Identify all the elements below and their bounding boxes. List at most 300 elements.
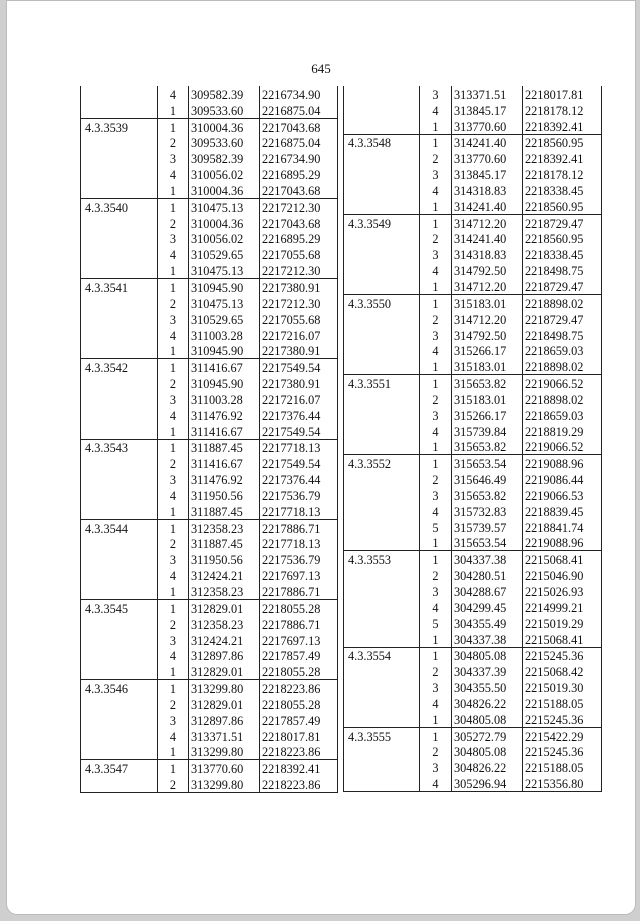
x-coordinate-cell: 309582.39 xyxy=(189,86,260,102)
x-coordinate-cell: 310056.02 xyxy=(189,166,260,182)
x-coordinate-cell: 310475.13 xyxy=(189,295,260,311)
y-coordinate-cell: 2217718.13 xyxy=(260,536,338,552)
point-number-cell: 3 xyxy=(158,150,189,166)
point-number-cell: 1 xyxy=(420,551,452,567)
x-coordinate-cell: 314712.20 xyxy=(452,214,523,230)
x-coordinate-cell: 314712.20 xyxy=(452,278,523,294)
parcel-id-cell: 4.3.3540 xyxy=(81,198,158,214)
table-row xyxy=(344,423,602,439)
table-row xyxy=(344,134,602,150)
table-row xyxy=(344,679,602,695)
table-row xyxy=(344,631,602,647)
x-coordinate-cell: 313371.51 xyxy=(189,728,260,744)
point-number-cell: 4 xyxy=(420,503,452,519)
table-row xyxy=(81,343,338,359)
parcel-id-cell xyxy=(344,86,420,102)
table-row xyxy=(81,198,338,214)
x-coordinate-cell: 314712.20 xyxy=(452,311,523,327)
y-coordinate-cell: 2218178.12 xyxy=(523,102,602,118)
parcel-id-cell xyxy=(81,231,158,247)
table-row xyxy=(344,759,602,775)
x-coordinate-cell: 311003.28 xyxy=(189,391,260,407)
parcel-id-cell xyxy=(344,711,420,727)
parcel-id-cell xyxy=(81,102,158,118)
x-coordinate-cell: 304826.22 xyxy=(452,695,523,711)
x-coordinate-cell: 311416.67 xyxy=(189,359,260,375)
x-coordinate-cell: 304288.67 xyxy=(452,583,523,599)
point-number-cell: 2 xyxy=(158,616,189,632)
parcel-id-cell xyxy=(81,503,158,519)
parcel-id-cell: 4.3.3551 xyxy=(344,375,420,391)
parcel-id-cell xyxy=(81,311,158,327)
y-coordinate-cell: 2217886.71 xyxy=(260,519,338,535)
point-number-cell: 1 xyxy=(158,439,189,455)
y-coordinate-cell: 2217216.07 xyxy=(260,391,338,407)
point-number-cell: 1 xyxy=(158,760,189,776)
x-coordinate-cell: 315653.82 xyxy=(452,375,523,391)
point-number-cell: 4 xyxy=(158,407,189,423)
x-coordinate-cell: 312358.23 xyxy=(189,519,260,535)
point-number-cell: 4 xyxy=(420,775,452,791)
table-row xyxy=(344,294,602,310)
y-coordinate-cell: 2217857.49 xyxy=(260,712,338,728)
parcel-id-cell xyxy=(81,407,158,423)
x-coordinate-cell: 312897.86 xyxy=(189,648,260,664)
point-number-cell: 3 xyxy=(420,583,452,599)
y-coordinate-cell: 2217055.68 xyxy=(260,246,338,262)
x-coordinate-cell: 310529.65 xyxy=(189,246,260,262)
point-number-cell: 1 xyxy=(158,600,189,616)
point-number-cell: 4 xyxy=(158,487,189,503)
x-coordinate-cell: 315653.82 xyxy=(452,487,523,503)
x-coordinate-cell: 313299.80 xyxy=(189,744,260,760)
parcel-id-cell xyxy=(344,503,420,519)
x-coordinate-cell: 313299.80 xyxy=(189,680,260,696)
parcel-id-cell: 4.3.3554 xyxy=(344,647,420,663)
table-row xyxy=(344,567,602,583)
point-number-cell: 3 xyxy=(158,551,189,567)
x-coordinate-cell: 311887.45 xyxy=(189,503,260,519)
table-row xyxy=(81,471,338,487)
y-coordinate-cell: 2215019.30 xyxy=(523,679,602,695)
point-number-cell: 2 xyxy=(158,295,189,311)
parcel-id-cell xyxy=(344,198,420,214)
y-coordinate-cell: 2217043.68 xyxy=(260,118,338,134)
y-coordinate-cell: 2217376.44 xyxy=(260,471,338,487)
y-coordinate-cell: 2216895.29 xyxy=(260,166,338,182)
parcel-id-cell: 4.3.3552 xyxy=(344,455,420,471)
point-number-cell: 2 xyxy=(420,150,452,166)
table-row xyxy=(344,711,602,727)
x-coordinate-cell: 312829.01 xyxy=(189,663,260,679)
point-number-cell: 1 xyxy=(420,294,452,310)
parcel-id-cell xyxy=(81,455,158,471)
point-number-cell: 1 xyxy=(420,439,452,455)
x-coordinate-cell: 310945.90 xyxy=(189,375,260,391)
y-coordinate-cell: 2218223.86 xyxy=(260,776,338,792)
document-page xyxy=(7,1,635,914)
table-row xyxy=(81,407,338,423)
point-number-cell: 1 xyxy=(420,631,452,647)
x-coordinate-cell: 311887.45 xyxy=(189,439,260,455)
x-coordinate-cell: 315739.84 xyxy=(452,423,523,439)
y-coordinate-cell: 2217536.79 xyxy=(260,487,338,503)
table-row xyxy=(81,712,338,728)
x-coordinate-cell: 314241.40 xyxy=(452,198,523,214)
x-coordinate-cell: 304337.38 xyxy=(452,551,523,567)
y-coordinate-cell: 2218338.45 xyxy=(523,246,602,262)
parcel-id-cell xyxy=(81,343,158,359)
y-coordinate-cell: 2217886.71 xyxy=(260,616,338,632)
y-coordinate-cell: 2217536.79 xyxy=(260,551,338,567)
table-row xyxy=(81,102,338,118)
y-coordinate-cell: 2218839.45 xyxy=(523,503,602,519)
x-coordinate-cell: 304280.51 xyxy=(452,567,523,583)
y-coordinate-cell: 2216875.04 xyxy=(260,135,338,151)
table-row xyxy=(81,359,338,375)
x-coordinate-cell: 312358.23 xyxy=(189,616,260,632)
y-coordinate-cell: 2217380.91 xyxy=(260,375,338,391)
y-coordinate-cell: 2216875.04 xyxy=(260,102,338,118)
point-number-cell: 1 xyxy=(158,102,189,118)
parcel-id-cell xyxy=(344,759,420,775)
table-row xyxy=(344,182,602,198)
parcel-id-cell xyxy=(81,487,158,503)
x-coordinate-cell: 312358.23 xyxy=(189,583,260,599)
table-row xyxy=(81,439,338,455)
parcel-id-cell xyxy=(344,311,420,327)
x-coordinate-cell: 310945.90 xyxy=(189,343,260,359)
y-coordinate-cell: 2218729.47 xyxy=(523,278,602,294)
y-coordinate-cell: 2218223.86 xyxy=(260,680,338,696)
parcel-id-cell: 4.3.3549 xyxy=(344,214,420,230)
x-coordinate-cell: 315653.82 xyxy=(452,439,523,455)
table-row xyxy=(81,135,338,151)
table-row xyxy=(81,166,338,182)
point-number-cell: 4 xyxy=(420,423,452,439)
parcel-id-cell xyxy=(344,246,420,262)
parcel-id-cell xyxy=(344,631,420,647)
x-coordinate-cell: 304805.08 xyxy=(452,647,523,663)
table-row xyxy=(344,150,602,166)
point-number-cell: 3 xyxy=(158,712,189,728)
parcel-id-cell xyxy=(344,439,420,455)
x-coordinate-cell: 315266.17 xyxy=(452,343,523,359)
point-number-cell: 3 xyxy=(158,311,189,327)
y-coordinate-cell: 2218392.41 xyxy=(523,118,602,134)
y-coordinate-cell: 2218841.74 xyxy=(523,519,602,535)
table-row xyxy=(81,600,338,616)
table-row xyxy=(344,327,602,343)
table-row xyxy=(81,150,338,166)
parcel-id-cell xyxy=(344,423,420,439)
parcel-id-cell xyxy=(344,679,420,695)
point-number-cell: 1 xyxy=(420,647,452,663)
y-coordinate-cell: 2218819.29 xyxy=(523,423,602,439)
y-coordinate-cell: 2217212.30 xyxy=(260,198,338,214)
parcel-id-cell xyxy=(81,86,158,102)
point-number-cell: 1 xyxy=(158,519,189,535)
point-number-cell: 4 xyxy=(420,695,452,711)
point-number-cell: 1 xyxy=(158,359,189,375)
parcel-id-cell xyxy=(344,663,420,679)
table-row xyxy=(344,118,602,134)
parcel-id-cell xyxy=(81,632,158,648)
x-coordinate-cell: 310004.36 xyxy=(189,182,260,198)
x-coordinate-cell: 311887.45 xyxy=(189,536,260,552)
parcel-id-cell xyxy=(344,599,420,615)
table-row xyxy=(344,471,602,487)
table-row xyxy=(81,519,338,535)
point-number-cell: 2 xyxy=(158,135,189,151)
x-coordinate-cell: 315646.49 xyxy=(452,471,523,487)
table-row xyxy=(81,246,338,262)
y-coordinate-cell: 2217376.44 xyxy=(260,407,338,423)
point-number-cell: 3 xyxy=(158,632,189,648)
table-row xyxy=(344,439,602,455)
y-coordinate-cell: 2218498.75 xyxy=(523,262,602,278)
coordinates-table-left xyxy=(80,86,338,793)
x-coordinate-cell: 313770.60 xyxy=(189,760,260,776)
parcel-id-cell: 4.3.3542 xyxy=(81,359,158,375)
point-number-cell: 2 xyxy=(420,663,452,679)
parcel-id-cell xyxy=(81,391,158,407)
table-row xyxy=(81,760,338,776)
y-coordinate-cell: 2217549.54 xyxy=(260,359,338,375)
point-number-cell: 1 xyxy=(420,278,452,294)
parcel-id-cell xyxy=(81,551,158,567)
point-number-cell: 2 xyxy=(420,311,452,327)
y-coordinate-cell: 2216734.90 xyxy=(260,86,338,102)
table-row xyxy=(344,311,602,327)
y-coordinate-cell: 2217718.13 xyxy=(260,439,338,455)
parcel-id-cell xyxy=(344,535,420,551)
parcel-id-cell xyxy=(344,695,420,711)
parcel-id-cell: 4.3.3547 xyxy=(81,760,158,776)
y-coordinate-cell: 2215046.90 xyxy=(523,567,602,583)
point-number-cell: 1 xyxy=(420,198,452,214)
x-coordinate-cell: 309582.39 xyxy=(189,150,260,166)
parcel-id-cell xyxy=(81,728,158,744)
y-coordinate-cell: 2215356.80 xyxy=(523,775,602,791)
y-coordinate-cell: 2215068.41 xyxy=(523,631,602,647)
parcel-id-cell xyxy=(344,567,420,583)
x-coordinate-cell: 314792.50 xyxy=(452,327,523,343)
y-coordinate-cell: 2217886.71 xyxy=(260,583,338,599)
table-row xyxy=(81,551,338,567)
y-coordinate-cell: 2217380.91 xyxy=(260,343,338,359)
point-number-cell: 2 xyxy=(158,375,189,391)
table-row xyxy=(344,358,602,374)
table-row xyxy=(344,198,602,214)
point-number-cell: 2 xyxy=(420,391,452,407)
y-coordinate-cell: 2217043.68 xyxy=(260,182,338,198)
parcel-id-cell: 4.3.3543 xyxy=(81,439,158,455)
x-coordinate-cell: 315653.54 xyxy=(452,455,523,471)
x-coordinate-cell: 313371.51 xyxy=(452,86,523,102)
point-number-cell: 3 xyxy=(420,487,452,503)
table-row xyxy=(344,278,602,294)
parcel-id-cell xyxy=(81,150,158,166)
x-coordinate-cell: 312424.21 xyxy=(189,567,260,583)
y-coordinate-cell: 2215026.93 xyxy=(523,583,602,599)
y-coordinate-cell: 2219066.53 xyxy=(523,487,602,503)
point-number-cell: 1 xyxy=(158,343,189,359)
point-number-cell: 1 xyxy=(420,711,452,727)
y-coordinate-cell: 2218392.41 xyxy=(523,150,602,166)
x-coordinate-cell: 315183.01 xyxy=(452,358,523,374)
point-number-cell: 1 xyxy=(158,503,189,519)
table-row xyxy=(81,375,338,391)
point-number-cell: 4 xyxy=(158,166,189,182)
x-coordinate-cell: 311476.92 xyxy=(189,471,260,487)
parcel-id-cell: 4.3.3541 xyxy=(81,279,158,295)
table-row xyxy=(81,118,338,134)
x-coordinate-cell: 313770.60 xyxy=(452,118,523,134)
y-coordinate-cell: 2218729.47 xyxy=(523,311,602,327)
y-coordinate-cell: 2219088.96 xyxy=(523,455,602,471)
point-number-cell: 3 xyxy=(158,471,189,487)
table-row xyxy=(344,214,602,230)
x-coordinate-cell: 314792.50 xyxy=(452,262,523,278)
table-row xyxy=(344,246,602,262)
y-coordinate-cell: 2219066.52 xyxy=(523,375,602,391)
x-coordinate-cell: 311416.67 xyxy=(189,423,260,439)
point-number-cell: 1 xyxy=(420,358,452,374)
point-number-cell: 3 xyxy=(158,391,189,407)
x-coordinate-cell: 310004.36 xyxy=(189,215,260,231)
y-coordinate-cell: 2217718.13 xyxy=(260,503,338,519)
y-coordinate-cell: 2217857.49 xyxy=(260,648,338,664)
parcel-id-cell xyxy=(81,215,158,231)
table-row xyxy=(344,599,602,615)
x-coordinate-cell: 304826.22 xyxy=(452,759,523,775)
y-coordinate-cell: 2215188.05 xyxy=(523,759,602,775)
point-number-cell: 4 xyxy=(420,182,452,198)
x-coordinate-cell: 305272.79 xyxy=(452,727,523,743)
y-coordinate-cell: 2218898.02 xyxy=(523,294,602,310)
point-number-cell: 3 xyxy=(420,166,452,182)
point-number-cell: 1 xyxy=(158,279,189,295)
parcel-id-cell: 4.3.3555 xyxy=(344,727,420,743)
point-number-cell: 1 xyxy=(420,455,452,471)
point-number-cell: 2 xyxy=(158,215,189,231)
table-row xyxy=(81,455,338,471)
parcel-id-cell xyxy=(344,358,420,374)
point-number-cell: 4 xyxy=(420,343,452,359)
table-row xyxy=(344,663,602,679)
parcel-id-cell xyxy=(344,391,420,407)
point-number-cell: 4 xyxy=(420,262,452,278)
parcel-id-cell xyxy=(81,616,158,632)
x-coordinate-cell: 313845.17 xyxy=(452,102,523,118)
parcel-id-cell xyxy=(344,487,420,503)
table-row xyxy=(344,775,602,791)
point-number-cell: 4 xyxy=(158,648,189,664)
y-coordinate-cell: 2214999.21 xyxy=(523,599,602,615)
y-coordinate-cell: 2218659.03 xyxy=(523,407,602,423)
point-number-cell: 4 xyxy=(158,567,189,583)
point-number-cell: 2 xyxy=(420,744,452,760)
table-row xyxy=(81,262,338,278)
x-coordinate-cell: 315732.83 xyxy=(452,503,523,519)
x-coordinate-cell: 315653.54 xyxy=(452,535,523,551)
x-coordinate-cell: 312424.21 xyxy=(189,632,260,648)
table-row xyxy=(81,295,338,311)
parcel-id-cell: 4.3.3546 xyxy=(81,680,158,696)
point-number-cell: 1 xyxy=(158,744,189,760)
point-number-cell: 1 xyxy=(420,134,452,150)
parcel-id-cell xyxy=(81,776,158,792)
parcel-id-cell xyxy=(81,375,158,391)
y-coordinate-cell: 2218055.28 xyxy=(260,663,338,679)
table-row xyxy=(81,311,338,327)
table-row xyxy=(81,567,338,583)
table-row xyxy=(344,695,602,711)
x-coordinate-cell: 315266.17 xyxy=(452,407,523,423)
x-coordinate-cell: 312897.86 xyxy=(189,712,260,728)
parcel-id-cell xyxy=(344,615,420,631)
y-coordinate-cell: 2218560.95 xyxy=(523,198,602,214)
y-coordinate-cell: 2216895.29 xyxy=(260,231,338,247)
y-coordinate-cell: 2215188.05 xyxy=(523,695,602,711)
y-coordinate-cell: 2218338.45 xyxy=(523,182,602,198)
parcel-id-cell: 4.3.3544 xyxy=(81,519,158,535)
point-number-cell: 2 xyxy=(420,231,452,247)
x-coordinate-cell: 304355.50 xyxy=(452,679,523,695)
y-coordinate-cell: 2217697.13 xyxy=(260,567,338,583)
parcel-id-cell: 4.3.3553 xyxy=(344,551,420,567)
table-row xyxy=(344,86,602,102)
parcel-id-cell xyxy=(81,246,158,262)
table-row xyxy=(81,182,338,198)
parcel-id-cell xyxy=(81,712,158,728)
table-row xyxy=(81,744,338,760)
y-coordinate-cell: 2218017.81 xyxy=(260,728,338,744)
table-row xyxy=(81,776,338,792)
y-coordinate-cell: 2217212.30 xyxy=(260,295,338,311)
point-number-cell: 1 xyxy=(420,214,452,230)
y-coordinate-cell: 2216734.90 xyxy=(260,150,338,166)
x-coordinate-cell: 314241.40 xyxy=(452,134,523,150)
parcel-id-cell xyxy=(344,343,420,359)
point-number-cell: 4 xyxy=(420,599,452,615)
point-number-cell: 4 xyxy=(420,102,452,118)
y-coordinate-cell: 2218498.75 xyxy=(523,327,602,343)
parcel-id-cell xyxy=(344,519,420,535)
x-coordinate-cell: 310475.13 xyxy=(189,198,260,214)
x-coordinate-cell: 311476.92 xyxy=(189,407,260,423)
y-coordinate-cell: 2218178.12 xyxy=(523,166,602,182)
table-row xyxy=(344,343,602,359)
point-number-cell: 1 xyxy=(158,423,189,439)
y-coordinate-cell: 2215422.29 xyxy=(523,727,602,743)
page-number: 645 xyxy=(311,61,331,76)
parcel-id-cell xyxy=(81,567,158,583)
point-number-cell: 1 xyxy=(158,663,189,679)
y-coordinate-cell: 2217043.68 xyxy=(260,215,338,231)
x-coordinate-cell: 304805.08 xyxy=(452,711,523,727)
table-row xyxy=(81,231,338,247)
point-number-cell: 4 xyxy=(158,327,189,343)
point-number-cell: 2 xyxy=(158,776,189,792)
parcel-id-cell xyxy=(344,262,420,278)
parcel-id-cell: 4.3.3545 xyxy=(81,600,158,616)
table-row xyxy=(81,648,338,664)
point-number-cell: 3 xyxy=(420,407,452,423)
table-row xyxy=(81,423,338,439)
x-coordinate-cell: 304337.39 xyxy=(452,663,523,679)
